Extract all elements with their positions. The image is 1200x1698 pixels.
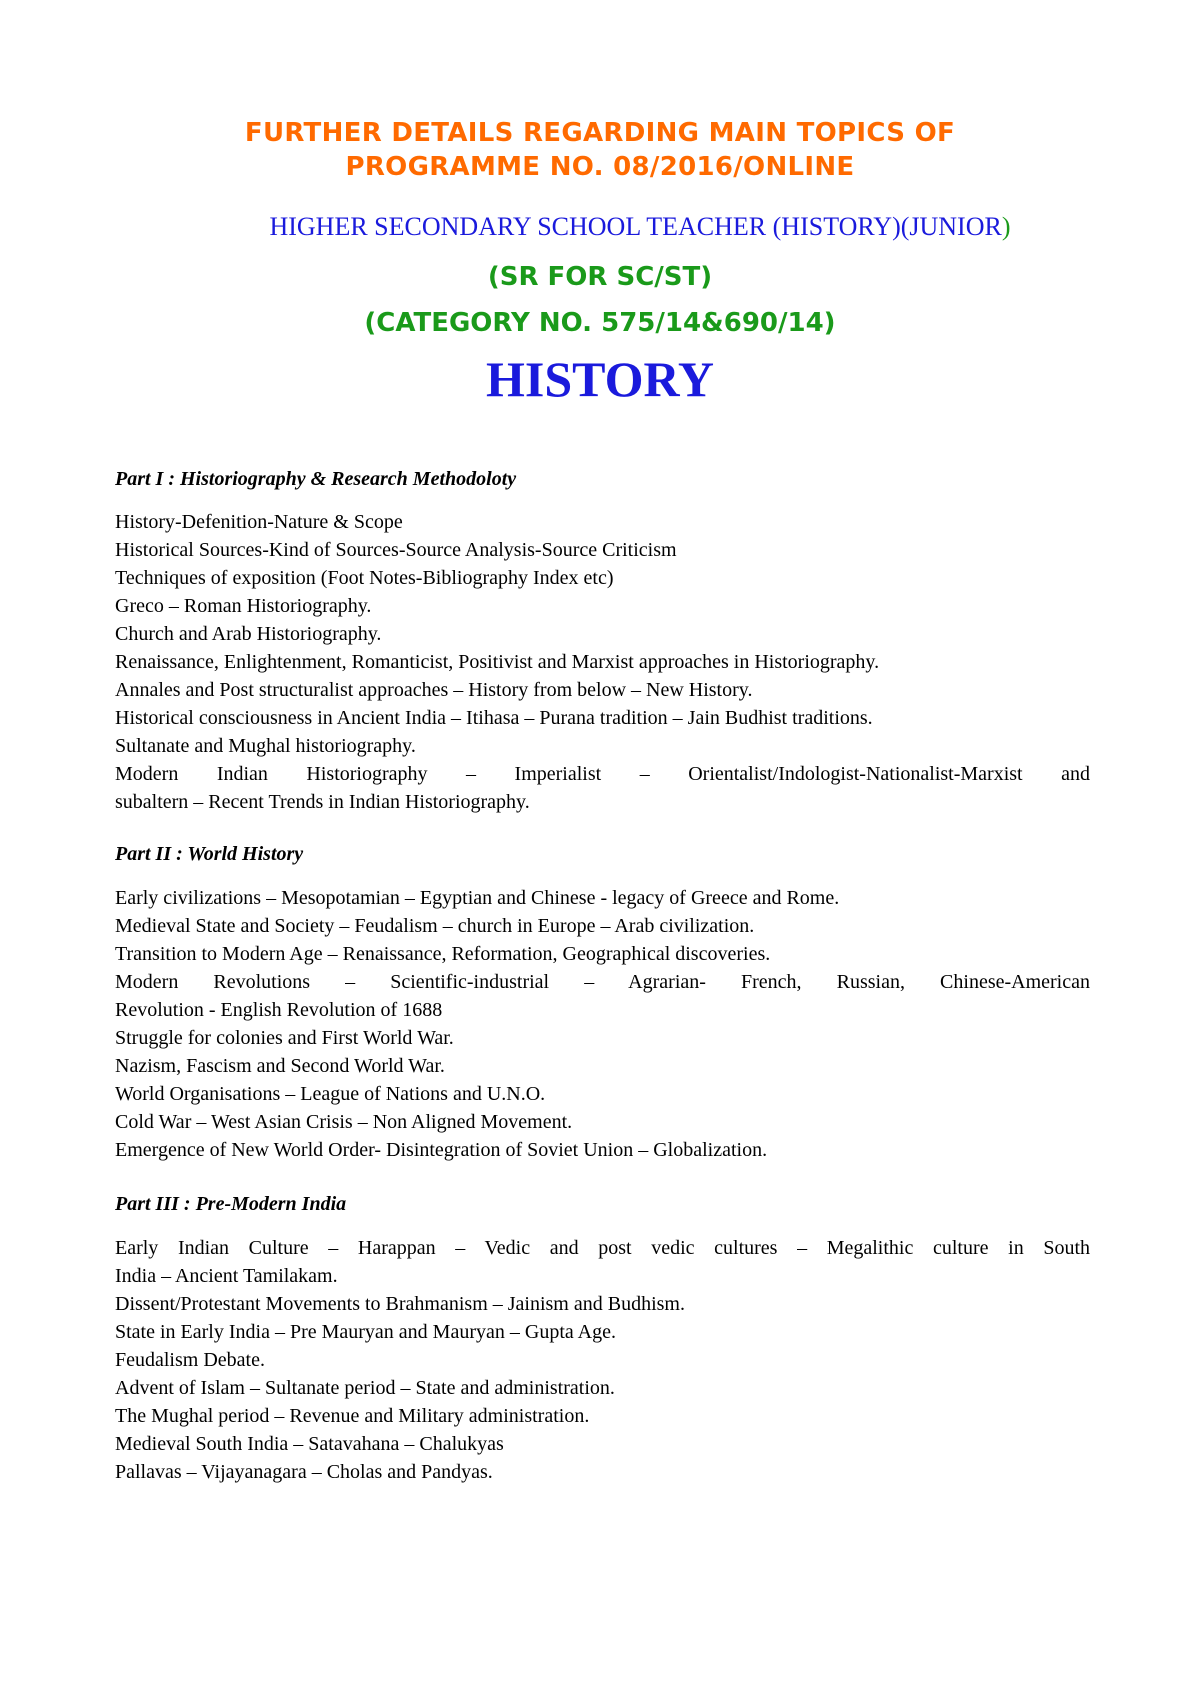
list-item: Struggle for colonies and First World War.: [115, 1027, 454, 1049]
subject-title: HISTORY: [486, 351, 714, 407]
list-item-wrapped-end: subaltern – Recent Trends in Indian Historiography.: [115, 791, 530, 813]
list-item: Techniques of exposition (Foot Notes-Bibliography Index etc): [115, 567, 614, 589]
part-1-list: [115, 508, 1090, 816]
list-item: Renaissance, Enlightenment, Romanticist, Positivist and Marxist approaches in Historiography.: [115, 651, 880, 673]
list-item-wrapped-start: Modern Indian Historiography – Imperialist – Orientalist/Indologist-Nationalist-Marxist and: [115, 763, 1090, 785]
list-item-wrapped-end: Revolution - English Revolution of 1688: [115, 999, 443, 1021]
list-item: Annales and Post structuralist approaches – History from below – New History.: [115, 679, 753, 701]
reservation-line: (SR FOR SC/ST): [487, 262, 713, 292]
list-item: Pallavas – Vijayanagara – Cholas and Pandyas.: [115, 1461, 493, 1483]
part-2-list: [115, 884, 1090, 1164]
list-item-wrapped-start: Modern Revolutions – Scientific-industrial – Agrarian- French, Russian, Chinese-American: [115, 971, 1090, 993]
list-item: Medieval South India – Satavahana – Chalukyas: [115, 1433, 504, 1455]
list-item: State in Early India – Pre Mauryan and Mauryan – Gupta Age.: [115, 1321, 616, 1343]
list-item: Sultanate and Mughal historiography.: [115, 735, 416, 757]
list-item: History-Defenition-Nature & Scope: [115, 511, 403, 533]
title-line-2: PROGRAMME NO. 08/2016/ONLINE: [345, 152, 855, 182]
post-title-paren: ): [1001, 212, 1011, 241]
list-item: Transition to Modern Age – Renaissance, Reformation, Geographical discoveries.: [115, 943, 771, 965]
list-item-wrapped-end: India – Ancient Tamilakam.: [115, 1265, 338, 1287]
list-item: Nazism, Fascism and Second World War.: [115, 1055, 445, 1077]
list-item: Church and Arab Historiography.: [115, 623, 382, 645]
post-title: [40, 212, 1200, 242]
list-item: Emergence of New World Order- Disintegration of Soviet Union – Globalization.: [115, 1139, 768, 1161]
list-item: Feudalism Debate.: [115, 1349, 265, 1371]
list-item: The Mughal period – Revenue and Military administration.: [115, 1405, 590, 1427]
list-item: World Organisations – League of Nations and U.N.O.: [115, 1083, 546, 1105]
part-1-heading: Part I : Historiography & Research Methodoloty: [115, 468, 517, 490]
list-item: Greco – Roman Historiography.: [115, 595, 372, 617]
part-3-heading: Part III : Pre-Modern India: [115, 1193, 347, 1215]
title-line-1: FURTHER DETAILS REGARDING MAIN TOPICS OF: [244, 118, 956, 148]
list-item: Early civilizations – Mesopotamian – Egyptian and Chinese - legacy of Greece and Rome.: [115, 887, 840, 909]
list-item: Historical Sources-Kind of Sources-Source Analysis-Source Criticism: [115, 539, 677, 561]
list-item: Advent of Islam – Sultanate period – State and administration.: [115, 1377, 615, 1399]
part-2-heading: Part II : World History: [115, 843, 304, 865]
list-item-wrapped-start: Early Indian Culture – Harappan – Vedic and post vedic cultures – Megalithic culture in South: [115, 1237, 1090, 1259]
list-item: Medieval State and Society – Feudalism – church in Europe – Arab civilization.: [115, 915, 755, 937]
list-item: Historical consciousness in Ancient India – Itihasa – Purana tradition – Jain Budhist traditions.: [115, 707, 873, 729]
list-item: Cold War – West Asian Crisis – Non Aligned Movement.: [115, 1111, 573, 1133]
category-line: (CATEGORY NO. 575/14&690/14): [364, 308, 836, 338]
post-title-main: HIGHER SECONDARY SCHOOL TEACHER (HISTORY)(JUNIOR: [269, 212, 1002, 241]
list-item: Dissent/Protestant Movements to Brahmanism – Jainism and Budhism.: [115, 1293, 685, 1315]
part-3-list: [115, 1234, 1090, 1486]
